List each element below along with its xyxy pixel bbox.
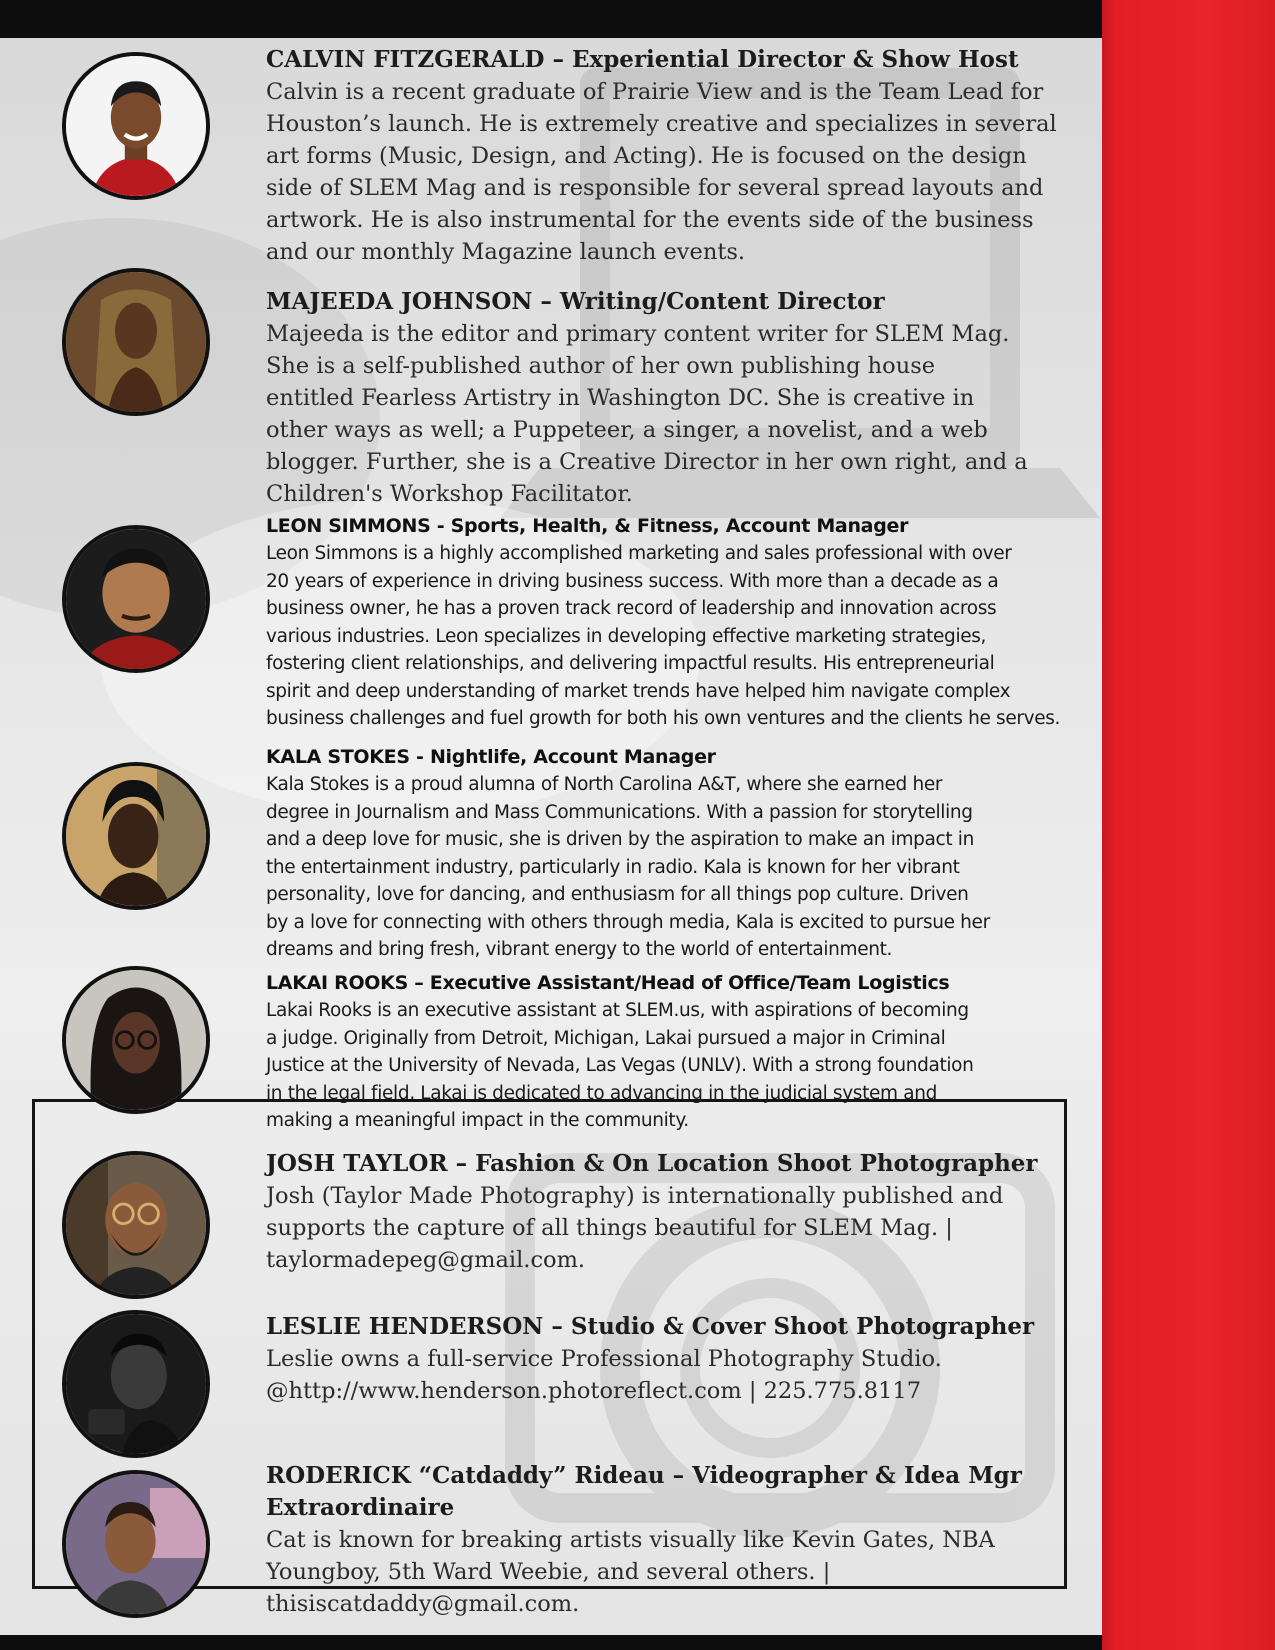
profile-bio: Josh (Taylor Made Photography) is internationally published and supports the capture of all things beautiful for SLEM Mag. | taylormadepeg@gmail.com.	[266, 1183, 1004, 1273]
red-side-bar	[1102, 0, 1275, 1650]
profile-name: KALA STOKES - Nightlife, Account Manager	[266, 746, 716, 768]
profile-name: CALVIN FITZGERALD – Experiential Director & Show Host	[266, 46, 1019, 73]
profile-name: JOSH TAYLOR – Fashion & On Location Shoot Photographer	[266, 1150, 1038, 1177]
top-black-bar	[0, 0, 1102, 38]
portrait-calvin-fitzgerald	[62, 52, 210, 200]
profile-bio: Calvin is a recent graduate of Prairie View and is the Team Lead for Houston’s launch. He is extremely creative and specializes in several art forms (Music, Design, and Acting). He is focused on the design side of SLEM Mag and is responsible for several spread layouts and artwork. He is also instrumental for the events side of the business and our monthly Magazine launch events.	[266, 79, 1057, 265]
profile-name: LESLIE HENDERSON – Studio & Cover Shoot Photographer	[266, 1313, 1035, 1340]
bottom-black-bar	[0, 1635, 1102, 1650]
profile-name: LAKAI ROOKS – Executive Assistant/Head of Office/Team Logistics	[266, 972, 950, 994]
portrait-josh-taylor	[62, 1151, 210, 1299]
portrait-leslie-henderson	[62, 1310, 210, 1458]
profile-name: MAJEEDA JOHNSON – Writing/Content Director	[266, 288, 885, 315]
profile-name: LEON SIMMONS - Sports, Health, & Fitness, Account Manager	[266, 515, 909, 537]
profile-bio: Majeeda is the editor and primary content writer for SLEM Mag. She is a self-published author of her own publishing house entitled Fearless Artistry in Washington DC. She is creative in other ways as well; a Puppeteer, a singer, a novelist, and a web blogger. Further, she is a Creative Director in her own right, and a Children's Workshop Facilitator.	[266, 321, 1028, 507]
profile-bio: Leon Simmons is a highly accomplished marketing and sales professional with over 20 years of experience in driving business success. With more than a decade as a business owner, he has a proven track record of leadership and innovation across various industries. Leon specializes in developing effective marketing strategies, fostering client relationships, and delivering impactful results. His entrepreneurial spirit and deep understanding of market trends have helped him navigate complex business challenges and fuel growth for both his own ventures and the clients he serves.	[266, 543, 1061, 729]
portrait-roderick-rideau	[62, 1470, 210, 1618]
profile-bio: Kala Stokes is a proud alumna of North Carolina A&T, where she earned her degree in Journalism and Mass Communications. With a passion for storytelling and a deep love for music, she is driven by the aspiration to make an impact in the entertainment industry, particularly in radio. Kala is known for her vibrant personality, love for dancing, and enthusiasm for all things pop culture. Driven by a love for connecting with others through media, Kala is excited to pursue her dreams and bring fresh, vibrant energy to the world of entertainment.	[266, 774, 990, 960]
profile-bio: Cat is known for breaking artists visually like Kevin Gates, NBA Youngboy, 5th Ward Weebie, and several others. | thisiscatdaddy@gmail.com.	[266, 1527, 995, 1617]
profile-name: RODERICK “Catdaddy” Rideau – Videographer & Idea Mgr Extraordinaire	[266, 1462, 1022, 1521]
portrait-lakai-rooks	[62, 966, 210, 1114]
portrait-majeeda-johnson	[62, 268, 210, 416]
profile-bio: Leslie owns a full-service Professional Photography Studio. @http://www.henderson.photoreflect.com | 225.775.8117	[266, 1346, 942, 1404]
portrait-kala-stokes	[62, 762, 210, 910]
portrait-leon-simmons	[62, 525, 210, 673]
profile-bio: Lakai Rooks is an executive assistant at SLEM.us, with aspirations of becoming a judge. Originally from Detroit, Michigan, Lakai pursued a major in Criminal Justice at the University of Nevada, Las Vegas (UNLV). With a strong foundation in the legal field, Lakai is dedicated to advancing in the judicial system and making a meaningful impact in the community.	[266, 1000, 974, 1131]
